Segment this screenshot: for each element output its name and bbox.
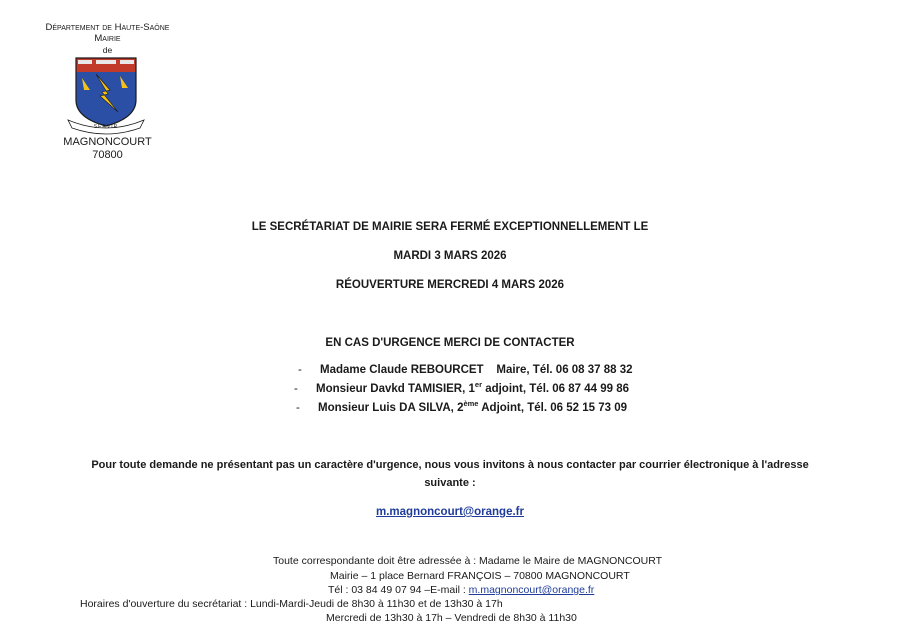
de-label: de: [102, 45, 113, 55]
contact-text-rest: adjoint, Tél. 06 87 44 99 86: [482, 383, 630, 395]
crest-motto: SERVIR: [93, 124, 119, 130]
list-dash: -: [296, 402, 300, 414]
email-address[interactable]: m.magnoncourt@orange.fr: [376, 506, 524, 518]
email-link-main[interactable]: [0, 506, 900, 518]
contact-text: Monsieur Davkd TAMISIER, 1: [316, 383, 475, 395]
footer-address-intro: Toute correspondante doit être adressée à : Madame le Maire de MAGNONCOURT: [273, 555, 663, 567]
emergency-heading: EN CAS D'URGENCE MERCI DE CONTACTER: [325, 337, 575, 349]
contact-text: Monsieur Luis DA SILVA, 2: [318, 402, 464, 414]
footer-hours-2: Mercredi de 13h30 à 17h – Vendredi de 8h30 à 11h30: [326, 612, 577, 624]
coat-of-arms: [66, 54, 146, 136]
notice-line-date: MARDI 3 MARS 2026: [393, 250, 507, 262]
footer-contact: [328, 584, 594, 597]
mairie-label: Mairie: [94, 33, 121, 44]
contact-line-adjoint-1: [294, 382, 629, 396]
notice-line-closure: LE SECRÉTARIAT DE MAIRIE SERA FERMÉ EXCEPTIONNELLEMENT LE: [251, 221, 649, 233]
town-name: MAGNONCOURT: [63, 136, 152, 148]
request-line-1: Pour toute demande ne présentant pas un caractère d'urgence, nous vous invitons à nous contacter par courrier électronique à l'adresse: [91, 459, 809, 471]
contact-ordinal: er: [474, 380, 482, 390]
footer-address: Mairie – 1 place Bernard FRANÇOIS – 70800 MAGNONCOURT: [330, 570, 630, 582]
footer-hours: Horaires d'ouverture du secrétariat : Lundi-Mardi-Jeudi de 8h30 à 11h30 et de 13h30 à 17h: [80, 598, 503, 610]
contact-text-rest: Adjoint, Tél. 06 52 15 73 09: [478, 402, 627, 414]
notice-line-reopening: RÉOUVERTURE MERCREDI 4 MARS 2026: [335, 279, 565, 291]
list-dash: -: [294, 383, 298, 395]
footer-email-link[interactable]: m.magnoncourt@orange.fr: [468, 584, 595, 596]
contact-line-adjoint-2: [296, 401, 627, 415]
request-line-2: suivante :: [424, 477, 476, 489]
contact-ordinal: ème: [463, 399, 479, 409]
postal-code: 70800: [92, 149, 123, 161]
contact-line-maire: [298, 363, 633, 377]
contact-text: Madame Claude REBOURCET Maire, Tél. 06 08 37 88 32: [320, 364, 633, 376]
list-dash: -: [298, 364, 302, 376]
footer-phone: Tél : 03 84 49 07 94 –E-mail :: [328, 584, 469, 596]
department-label: Département de Haute-Saône: [45, 22, 170, 33]
